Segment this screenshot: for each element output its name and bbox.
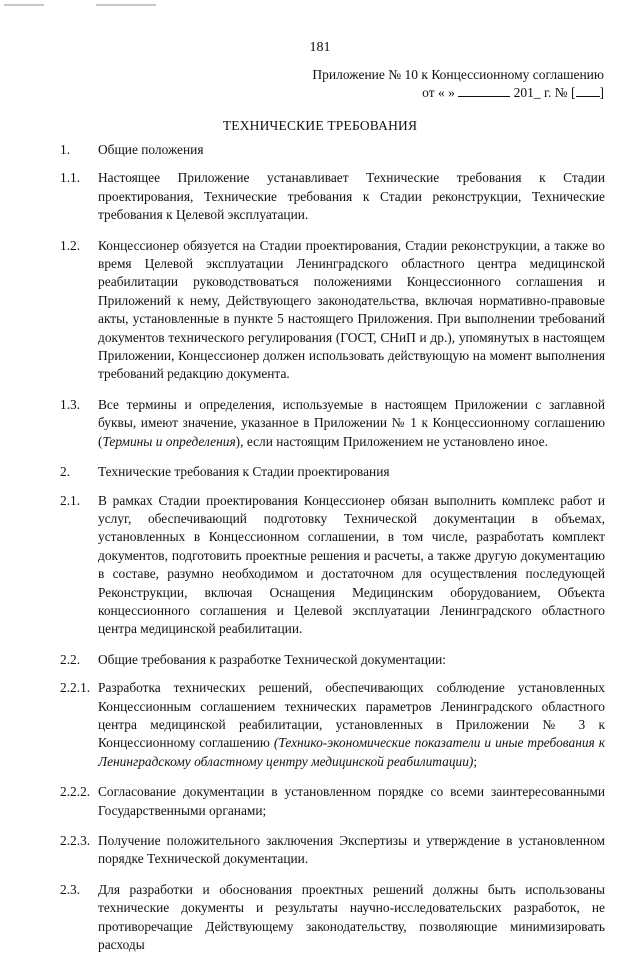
clause-number: 2.2.3. bbox=[60, 833, 91, 848]
clause-1-3 bbox=[60, 396, 605, 451]
year-number: 201_ г. № [ bbox=[513, 85, 576, 100]
clause-2 bbox=[60, 463, 605, 481]
clause-text-part: Все термины и определения, используемые в настоящем Приложении с заглавной буквы, имеют значение, указанное в Приложении № 1 к Концессионному соглашению ( bbox=[98, 396, 605, 449]
clause-text bbox=[98, 396, 605, 451]
clause-number: 1. bbox=[60, 142, 71, 157]
clause-text: Получение положительного заключения Экспертизы и утверждение в установленном порядке Технической документации. bbox=[98, 833, 605, 867]
clause-text: Согласование документации в установленном порядке со всеми заинтересованными Государственными органами; bbox=[98, 784, 605, 818]
clause-text: Концессионер обязуется на Стадии проектирования, Стадии реконструкции, а также во время Целевой эксплуатации Ленинградского областного центра медицинской реабилитации руководствоваться положениями Концессионного соглашения и Приложений к нему, Действующего законодательства, включая нормативно-правовые акты, установленные в пункте 5 настоящего Приложения. При выполнении требований документов технического регулирования (ГОСТ, СНиП и др.), упомянутых в настоящем Приложении, Концессионер должен использовать действующую на момент выполнения требований редакцию документа. bbox=[98, 237, 605, 382]
clause-text: Общие требования к разработке Технической документации: bbox=[98, 651, 446, 667]
clause-1-1 bbox=[60, 169, 605, 224]
clause-number: 2.2.2. bbox=[60, 784, 91, 800]
appendix-header bbox=[312, 66, 604, 102]
scan-artifact bbox=[4, 4, 44, 6]
clause-text: Для разработки и обоснования проектных решений должны быть использованы технические документы и результаты научно-исследовательских разработок, не противоречащие Действующему законодательству, позволяющие минимизировать расходы bbox=[98, 881, 605, 953]
clause-text: Технические требования к Стадии проектирования bbox=[98, 464, 390, 480]
page-number: 181 bbox=[309, 40, 331, 55]
clause-2-2-3 bbox=[60, 832, 605, 869]
clause-text-part: ), если настоящим Приложением не установлено иное. bbox=[235, 433, 548, 449]
clause-text: Настоящее Приложение устанавливает Технические требования к Стадии проектирования, Технические требования к Стадии реконструкции, Технические требования к Целевой эксплуатации. bbox=[98, 170, 605, 223]
clause-text-part: ; bbox=[473, 753, 478, 769]
document-title: ТЕХНИЧЕСКИЕ ТРЕБОВАНИЯ bbox=[222, 118, 418, 133]
clause-text-part: Разработка технических решений, обеспечивающих соблюдение установленных Концессионным соглашением технических параметров Ленинградского областного центра медицинской реабилитации, установленных в Приложении № 3 к Концессионному соглашению bbox=[98, 680, 605, 751]
clause-number: 1.1. bbox=[60, 170, 81, 186]
clause-number: 2.2. bbox=[60, 651, 81, 667]
clause-number: 1.2. bbox=[60, 237, 81, 253]
number-blank bbox=[576, 84, 600, 97]
clause-text-italic: (Технико-экономические показатели и иные требования к Ленинградскому областному центру медицинской реабилитации) bbox=[98, 735, 606, 769]
clause-2-2-2 bbox=[60, 783, 605, 820]
clause-1-2 bbox=[60, 237, 605, 384]
number-suffix: ] bbox=[599, 85, 604, 100]
clause-2-1 bbox=[60, 492, 605, 639]
clause-number: 2.2.1. bbox=[60, 680, 91, 696]
clause-number: 2.1. bbox=[60, 492, 81, 508]
scan-artifact bbox=[96, 4, 156, 6]
clause-text: В рамках Стадии проектирования Концессионер обязан выполнить комплекс работ и услуг, обеспечивающий подготовку Технической документации в объемах, установленных в Концессионном соглашении, в том числе, разработать комплект документов, подготовить проектные решения и расчеты, а также другую документацию в составе, разумно необходимом и достаточном для осуществления последующей Реконструкции, включая Оснащения Медицинским оборудованием, Объекта концессионного соглашения и Целевой эксплуатации Ленинградского областного центра медицинской реабилитации. bbox=[98, 492, 605, 637]
clause-1 bbox=[60, 141, 605, 159]
date-blank bbox=[458, 84, 510, 97]
clause-2-2-1 bbox=[60, 679, 605, 771]
clause-text bbox=[98, 679, 605, 771]
clause-2-3 bbox=[60, 881, 605, 955]
clause-number: 2. bbox=[60, 464, 71, 480]
appendix-reference: Приложение № 10 к Концессионному соглашению bbox=[312, 67, 604, 82]
clause-text: Общие положения bbox=[98, 142, 204, 157]
agreement-date-line bbox=[312, 84, 604, 102]
date-prefix: от « » bbox=[422, 85, 455, 100]
clause-number: 1.3. bbox=[60, 396, 81, 412]
clause-number: 2.3. bbox=[60, 881, 81, 897]
clause-2-2 bbox=[60, 651, 605, 669]
document-body bbox=[60, 141, 605, 966]
clause-text-italic: Термины и определения bbox=[102, 433, 236, 449]
